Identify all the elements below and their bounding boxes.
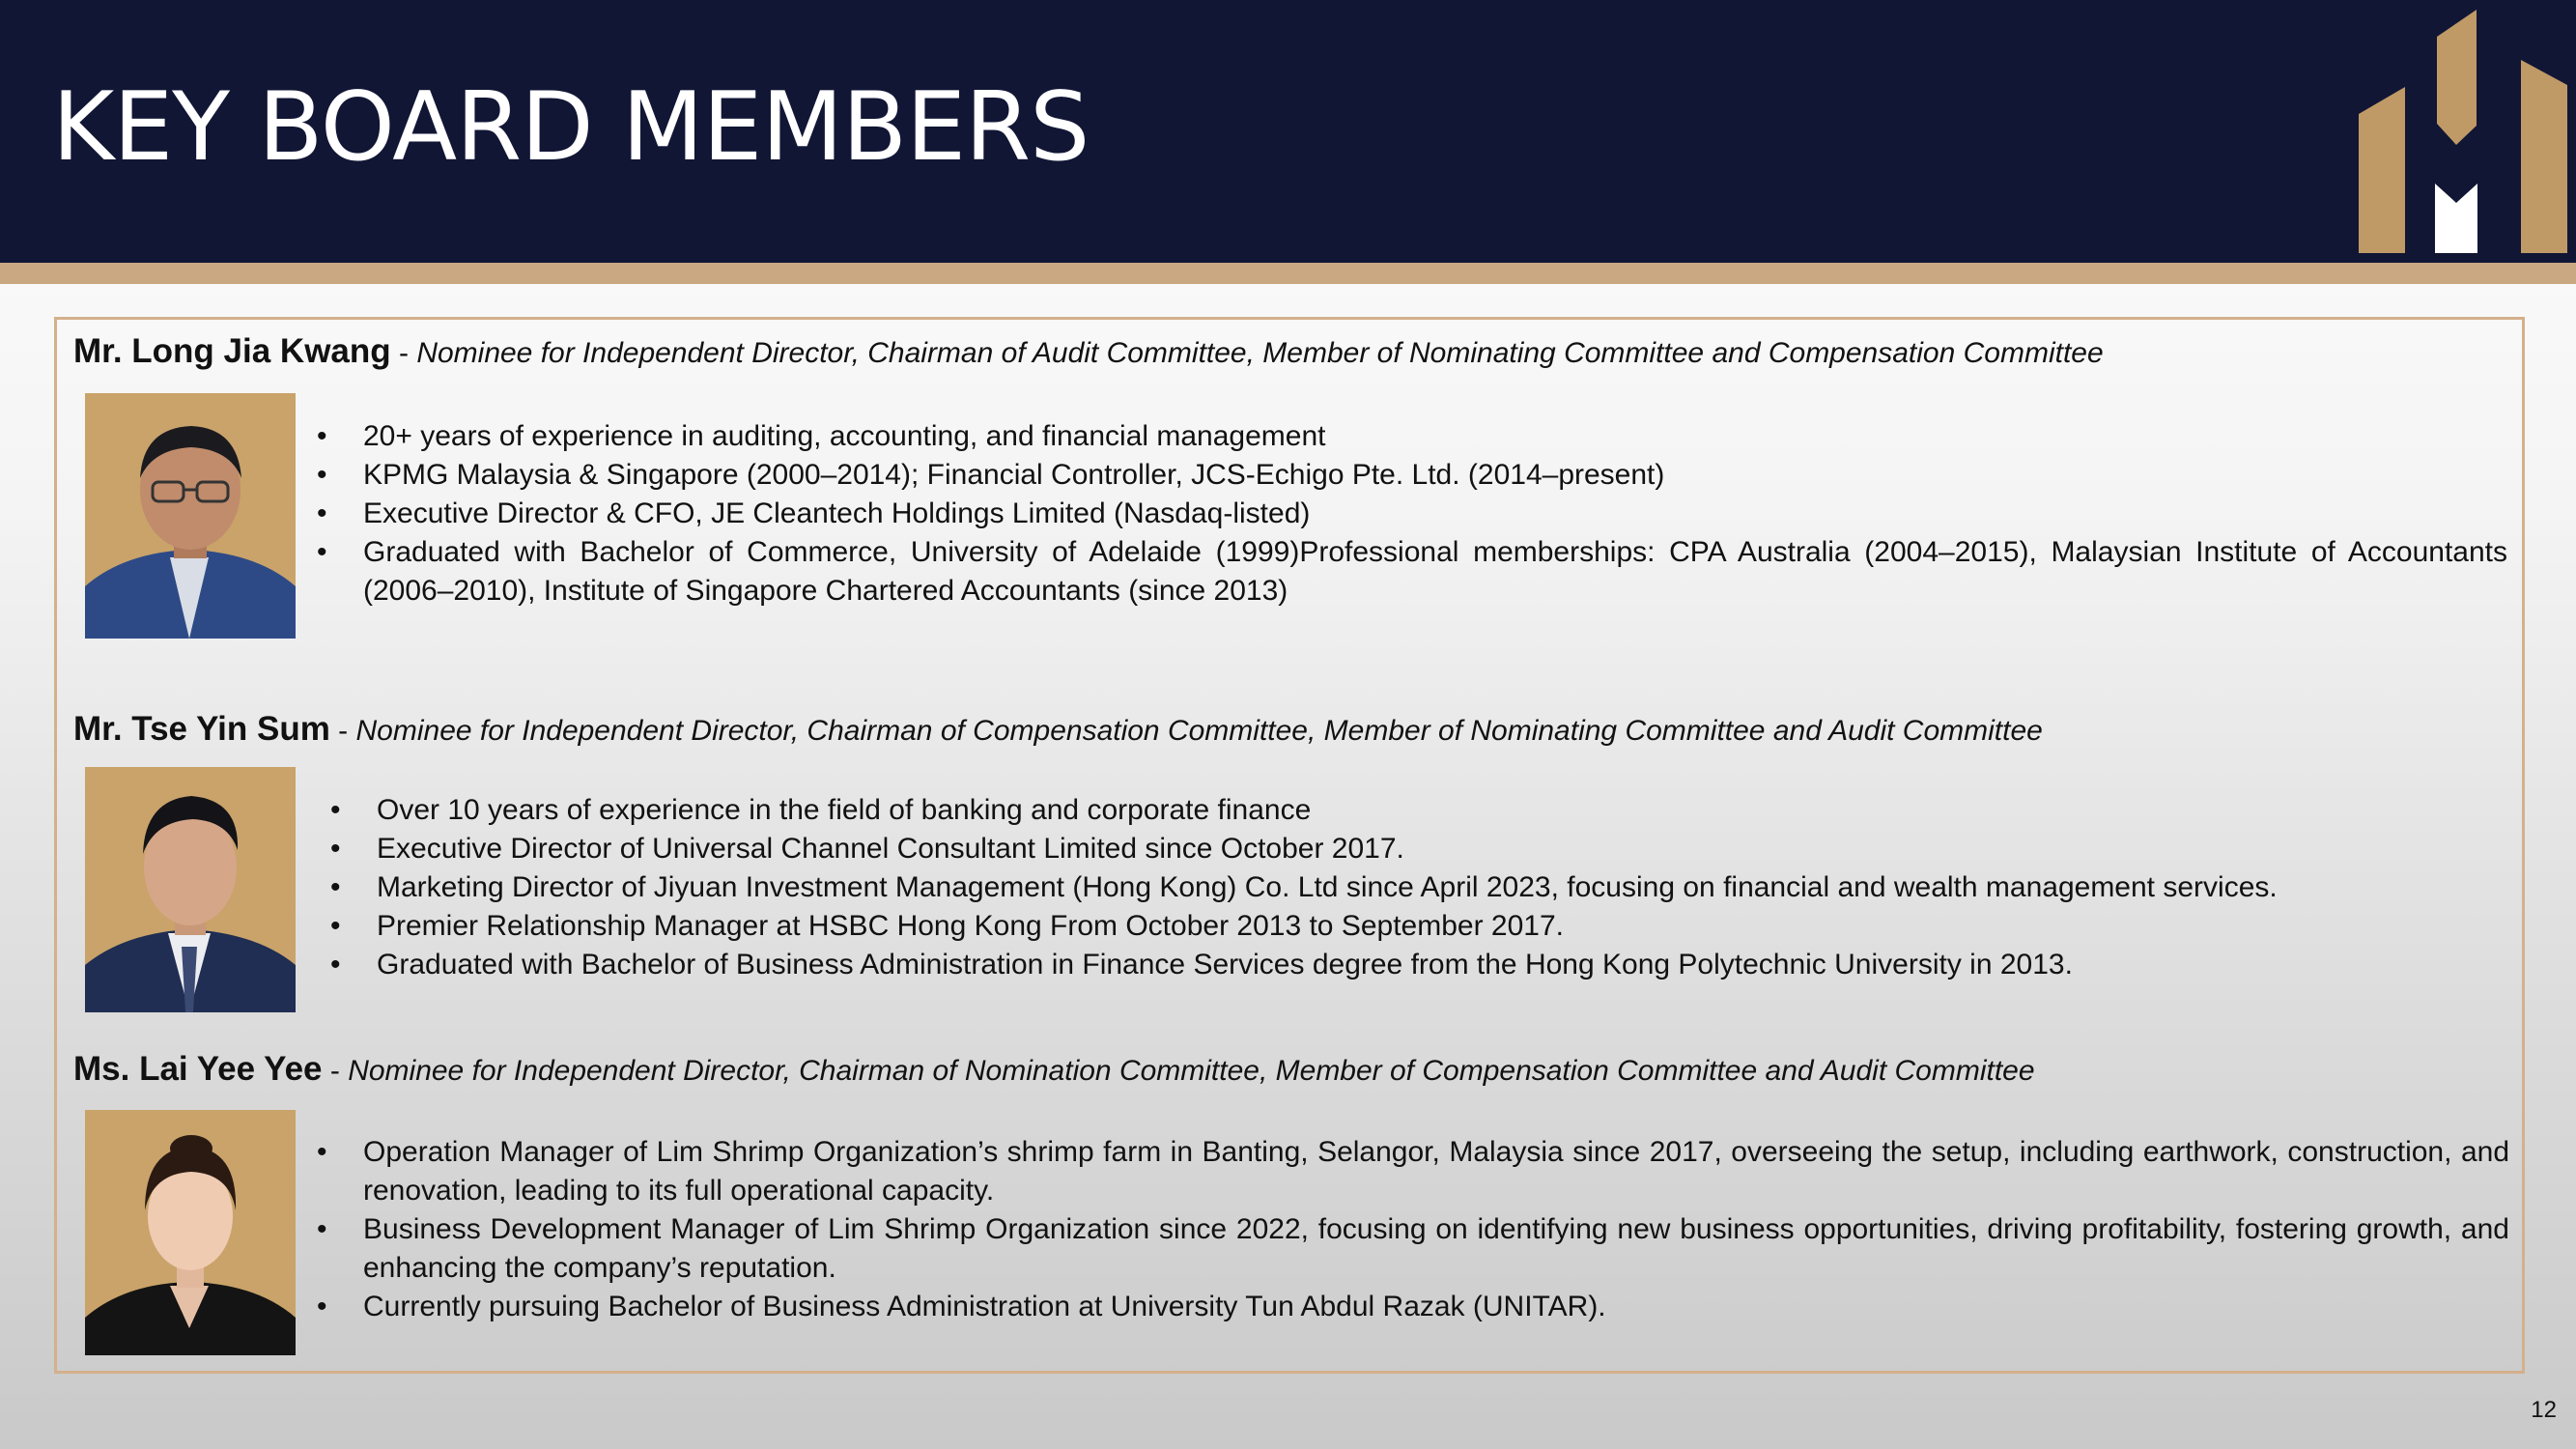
- heading-separator: -: [390, 337, 417, 369]
- member-name: Mr. Long Jia Kwang: [73, 332, 391, 370]
- member-bullet-list: [328, 791, 2507, 984]
- member-bullet-list: [315, 417, 2507, 611]
- portrait-photo: [85, 1110, 296, 1355]
- list-item: • Marketing Director of Jiyuan Investment Management (Hong Kong) Co. Ltd since April 2023, focusing on financial and wealth management services.: [328, 868, 2507, 907]
- list-item: • Executive Director & CFO, JE Cleantech Holdings Limited (Nasdaq-listed): [315, 495, 2507, 533]
- list-item: • Over 10 years of experience in the field of banking and corporate finance: [328, 791, 2507, 830]
- member-heading: [73, 332, 2507, 373]
- member-role: Nominee for Independent Director, Chairman of Nomination Committee, Member of Compensation Committee and Audit Committee: [348, 1055, 2035, 1087]
- member-role: Nominee for Independent Director, Chairman of Audit Committee, Member of Nominating Committee and Compensation Committee: [416, 337, 2104, 369]
- list-item: • Graduated with Bachelor of Commerce, University of Adelaide (1999)Professional memberships: CPA Australia (2004–2015), Malaysian Institute of Accountants (2006–2010), Institute of Singapore Chartered Accountants (since 2013): [315, 533, 2507, 611]
- member-heading: [73, 710, 2507, 751]
- member-heading: [73, 1050, 2507, 1091]
- heading-separator: -: [322, 1055, 349, 1087]
- portrait-photo: [85, 767, 296, 1012]
- list-item: • KPMG Malaysia & Singapore (2000–2014); Financial Controller, JCS-Echigo Pte. Ltd. (2014–present): [315, 456, 2507, 495]
- heading-separator: -: [329, 715, 356, 747]
- list-item: • Currently pursuing Bachelor of Business Administration at University Tun Abdul Razak (UNITAR).: [315, 1288, 2509, 1326]
- header-band: [0, 0, 2576, 263]
- board-member-card: [73, 332, 2507, 641]
- portrait-photo: [85, 393, 296, 639]
- member-role: Nominee for Independent Director, Chairman of Compensation Committee, Member of Nominating Committee and Audit Committee: [355, 715, 2043, 747]
- page-number: 12: [2531, 1397, 2557, 1423]
- list-item: • Premier Relationship Manager at HSBC Hong Kong From October 2013 to September 2017.: [328, 907, 2507, 946]
- page-title: KEY BOARD MEMBERS: [52, 72, 1090, 183]
- member-name: Mr. Tse Yin Sum: [73, 710, 330, 748]
- company-logo-icon: [2357, 10, 2569, 256]
- list-item: • Executive Director of Universal Channel Consultant Limited since October 2017.: [328, 830, 2507, 868]
- member-bullet-list: [315, 1133, 2509, 1326]
- list-item: • Graduated with Bachelor of Business Administration in Finance Services degree from the Hong Kong Polytechnic University in 2013.: [328, 946, 2507, 984]
- member-name: Ms. Lai Yee Yee: [73, 1050, 323, 1088]
- board-member-card: [73, 1050, 2507, 1359]
- list-item: • Operation Manager of Lim Shrimp Organization’s shrimp farm in Banting, Selangor, Malaysia since 2017, overseeing the setup, including earthwork, construction, and renovation, leading to its full operational capacity.: [315, 1133, 2509, 1210]
- header-accent-stripe: [0, 263, 2576, 284]
- list-item: • 20+ years of experience in auditing, accounting, and financial management: [315, 417, 2507, 456]
- list-item: • Business Development Manager of Lim Shrimp Organization since 2022, focusing on identifying new business opportunities, driving profitability, fostering growth, and enhancing the company’s reputation.: [315, 1210, 2509, 1288]
- board-member-card: [73, 710, 2507, 1019]
